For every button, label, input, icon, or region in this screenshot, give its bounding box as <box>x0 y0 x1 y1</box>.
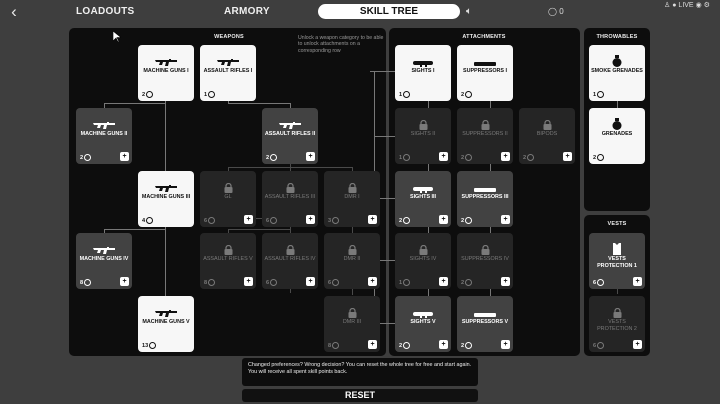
skill-cost <box>461 342 472 349</box>
settings-icon[interactable]: ⚙ <box>703 2 710 9</box>
connector-line <box>228 167 352 168</box>
unlock-hint: Unlock a weapon category to be able to unlock attachments on a corresponding row <box>298 35 384 54</box>
unlock-plus-icon[interactable]: + <box>244 215 253 224</box>
coin-icon <box>403 279 410 286</box>
suppressor-icon <box>457 54 513 64</box>
lock-icon <box>457 242 513 252</box>
unlock-plus-icon[interactable]: + <box>439 340 448 349</box>
skill-node-label: MACHINE GUNS V <box>142 319 190 325</box>
skill-cost <box>80 279 91 286</box>
skill-cost <box>399 217 410 224</box>
skill-cost <box>461 154 472 161</box>
reset-button[interactable]: RESET <box>242 389 478 402</box>
live-label: LIVE <box>678 2 694 9</box>
skill-cost-value: 2 <box>461 279 465 286</box>
coin-icon <box>597 342 604 349</box>
skill-node-label: DMR II <box>343 256 361 262</box>
skill-node-dmr3[interactable] <box>324 296 380 352</box>
coin-icon <box>403 154 410 161</box>
coin-icon <box>84 279 91 286</box>
coin-icon <box>270 217 277 224</box>
skill-cost-value: 4 <box>142 217 146 224</box>
unlock-plus-icon[interactable]: + <box>439 215 448 224</box>
skill-cost-value: 2 <box>593 154 597 161</box>
scope-icon <box>395 54 451 64</box>
skill-cost-value: 6 <box>593 279 597 286</box>
coin-icon <box>149 342 156 349</box>
coin-icon <box>597 279 604 286</box>
rifle-icon <box>138 180 194 190</box>
unlock-plus-icon[interactable]: + <box>368 215 377 224</box>
coin-icon <box>465 154 472 161</box>
skill-cost <box>593 279 604 286</box>
skill-node-label: GL <box>224 194 232 200</box>
skill-node-supp2[interactable] <box>457 108 513 164</box>
unlock-plus-icon[interactable]: + <box>368 340 377 349</box>
unlock-plus-icon[interactable]: + <box>563 152 572 161</box>
lock-icon <box>324 242 380 252</box>
connector-line <box>428 164 429 171</box>
connector-line <box>374 136 395 137</box>
skill-node-mg2[interactable] <box>76 108 132 164</box>
skill-node-label: BIPODS <box>536 131 558 137</box>
attachments-title: ATTACHMENTS <box>462 34 506 40</box>
lock-icon <box>200 242 256 252</box>
coin-icon <box>527 154 534 161</box>
skill-cost <box>461 217 472 224</box>
unlock-plus-icon[interactable]: + <box>244 277 253 286</box>
skill-node-grenades[interactable] <box>589 108 645 164</box>
rifle-icon <box>200 54 256 64</box>
skill-cost-value: 1 <box>593 91 597 98</box>
suppressor-icon <box>457 180 513 190</box>
skill-cost-value: 6 <box>266 217 270 224</box>
skill-node-label: ASSAULT RIFLES III <box>264 194 316 200</box>
skill-cost-value: 2 <box>523 154 527 161</box>
coin-icon <box>208 279 215 286</box>
coin-icon <box>208 217 215 224</box>
skill-node-mg5[interactable] <box>138 296 194 352</box>
skill-node-supp3[interactable] <box>457 171 513 227</box>
controller-icon: ◉ <box>695 2 702 9</box>
coin-icon <box>465 342 472 349</box>
coin-icon <box>332 279 339 286</box>
unlock-plus-icon[interactable]: + <box>501 215 510 224</box>
skill-cost <box>399 154 410 161</box>
skill-node-label: SIGHTS II <box>410 131 436 137</box>
coin-icon <box>332 217 339 224</box>
skill-node-vests1[interactable] <box>589 233 645 289</box>
unlock-plus-icon[interactable]: + <box>306 277 315 286</box>
lock-icon <box>395 242 451 252</box>
skill-cost <box>461 91 472 98</box>
skill-cost <box>204 217 215 224</box>
unlock-plus-icon[interactable]: + <box>368 277 377 286</box>
skill-cost <box>142 342 156 349</box>
skill-cost-value: 2 <box>399 217 403 224</box>
skill-cost <box>142 217 153 224</box>
skill-node-ar1[interactable] <box>200 45 256 101</box>
unlock-plus-icon[interactable]: + <box>439 277 448 286</box>
skill-node-mg3[interactable] <box>138 171 194 227</box>
skill-cost <box>593 91 604 98</box>
skill-cost-value: 1 <box>399 279 403 286</box>
connector-line <box>228 229 291 230</box>
skill-cost-value: 2 <box>461 91 465 98</box>
unlock-plus-icon[interactable]: + <box>501 152 510 161</box>
coin-icon <box>597 154 604 161</box>
unlock-plus-icon[interactable]: + <box>306 215 315 224</box>
skill-node-label: SIGHTS III <box>409 194 437 200</box>
skill-cost-value: 1 <box>204 91 208 98</box>
coin-icon <box>84 154 91 161</box>
rifle-icon <box>76 117 132 127</box>
skill-node-label: DMR I <box>344 194 360 200</box>
skill-node-label: VESTS PROTECTION 2 <box>597 319 637 332</box>
skill-node-label: SUPPRESSORS III <box>461 194 509 200</box>
coin-icon: ◯ <box>548 7 557 16</box>
skill-node-ar5[interactable] <box>200 233 256 289</box>
scope-icon <box>395 180 451 190</box>
skill-node-ar2[interactable] <box>262 108 318 164</box>
skill-cost <box>328 217 339 224</box>
connector-line <box>104 103 165 104</box>
skill-node-supp5[interactable] <box>457 296 513 352</box>
weapons-title: WEAPONS <box>214 34 244 40</box>
lock-icon <box>519 117 575 127</box>
skill-cost-value: 1 <box>399 154 403 161</box>
connector-line <box>428 101 429 108</box>
skill-node-vests2[interactable] <box>589 296 645 352</box>
coin-icon <box>403 342 410 349</box>
skill-cost <box>523 154 534 161</box>
skill-cost-value: 2 <box>461 217 465 224</box>
skill-cost <box>399 342 410 349</box>
reset-info-text: Changed preferences? Wrong decision? You can reset the whole tree for free and start again. You will receive all spent skill points back. <box>242 358 478 386</box>
skill-node-dmr1[interactable] <box>324 171 380 227</box>
skill-cost <box>593 342 604 349</box>
coin-icon <box>270 154 277 161</box>
skill-node-label: VESTS PROTECTION 1 <box>597 256 637 269</box>
unlock-plus-icon[interactable]: + <box>501 277 510 286</box>
skill-node-sights5[interactable] <box>395 296 451 352</box>
skill-cost <box>142 91 153 98</box>
skill-cost-value: 2 <box>461 154 465 161</box>
skill-node-label: SMOKE GRENADES <box>591 68 643 74</box>
skill-cost <box>204 279 215 286</box>
skill-cost-value: 8 <box>204 279 208 286</box>
skill-cost <box>80 154 91 161</box>
tab-armory[interactable]: ARMORY <box>224 6 270 17</box>
coin-icon <box>270 279 277 286</box>
skill-cost-value: 13 <box>142 342 149 349</box>
skill-node-label: ASSAULT RIFLES I <box>203 68 253 74</box>
skill-node-sights1[interactable] <box>395 45 451 101</box>
unlock-plus-icon[interactable]: + <box>501 340 510 349</box>
unlock-plus-icon[interactable]: + <box>120 152 129 161</box>
throwables-title: THROWABLES <box>596 34 638 40</box>
coin-icon <box>146 91 153 98</box>
lock-icon <box>395 117 451 127</box>
lock-icon <box>262 242 318 252</box>
rifle-icon <box>138 54 194 64</box>
vest-icon <box>589 242 645 252</box>
person-icon: ♙ <box>664 2 671 9</box>
skill-cost-value: 8 <box>80 279 84 286</box>
coin-icon <box>403 217 410 224</box>
skill-cost-value: 8 <box>328 342 332 349</box>
skill-node-sights2[interactable] <box>395 108 451 164</box>
speaker-icon[interactable]: 🔈︎ <box>466 6 472 17</box>
skill-node-label: MACHINE GUNS IV <box>79 256 129 262</box>
connector-line <box>228 103 291 104</box>
skill-node-label: SUPPRESSORS II <box>462 131 508 137</box>
skill-node-label: SIGHTS IV <box>409 256 437 262</box>
skill-node-gl[interactable] <box>200 171 256 227</box>
tab-skill-tree[interactable]: SKILL TREE <box>318 4 460 19</box>
lock-icon <box>589 305 645 315</box>
skill-cost-value: 6 <box>328 279 332 286</box>
skill-node-ar3[interactable] <box>262 171 318 227</box>
skill-node-label: MACHINE GUNS I <box>143 68 189 74</box>
grenade-icon <box>589 117 645 127</box>
grenade-icon <box>589 54 645 64</box>
skill-node-label: GRENADES <box>601 131 633 137</box>
skill-node-label: MACHINE GUNS III <box>141 194 191 200</box>
unlock-plus-icon[interactable]: + <box>306 152 315 161</box>
skill-node-label: ASSAULT RIFLES II <box>264 131 316 137</box>
rifle-icon <box>76 242 132 252</box>
skill-cost-value: 6 <box>204 217 208 224</box>
skill-node-label: SIGHTS I <box>411 68 435 74</box>
skill-cost <box>328 279 339 286</box>
coin-icon <box>465 217 472 224</box>
skill-cost <box>266 154 277 161</box>
unlock-plus-icon[interactable]: + <box>120 277 129 286</box>
rifle-icon <box>138 305 194 315</box>
skill-node-dmr2[interactable] <box>324 233 380 289</box>
skill-cost <box>266 279 277 286</box>
skill-cost <box>266 217 277 224</box>
skill-node-sights4[interactable] <box>395 233 451 289</box>
skill-node-mg1[interactable] <box>138 45 194 101</box>
skill-node-smoke[interactable] <box>589 45 645 101</box>
skill-node-label: SUPPRESSORS V <box>461 319 509 325</box>
skill-node-label: SUPPRESSORS IV <box>461 256 509 262</box>
connector-line <box>617 101 618 108</box>
skill-cost <box>204 91 215 98</box>
skill-node-bipods[interactable] <box>519 108 575 164</box>
skill-cost-value: 2 <box>266 154 270 161</box>
connector-line <box>490 164 491 171</box>
lock-icon <box>324 180 380 190</box>
tab-loadouts[interactable]: LOADOUTS <box>76 6 135 17</box>
lock-icon <box>324 305 380 315</box>
coin-icon <box>403 91 410 98</box>
connector-line <box>490 101 491 108</box>
mouse-cursor-icon <box>113 31 121 43</box>
skill-node-label: SIGHTS V <box>410 319 436 325</box>
skill-cost-value: 2 <box>461 342 465 349</box>
skill-cost <box>461 279 472 286</box>
unlock-plus-icon[interactable]: + <box>439 152 448 161</box>
skill-node-label: ASSAULT RIFLES V <box>203 256 253 262</box>
coin-icon <box>208 91 215 98</box>
vests-title: VESTS <box>607 221 627 227</box>
suppressor-icon <box>457 305 513 315</box>
lock-icon <box>262 180 318 190</box>
coin-icon <box>465 91 472 98</box>
scope-icon <box>395 305 451 315</box>
skill-node-label: SUPPRESSORS I <box>462 68 508 74</box>
skill-cost-value: 1 <box>399 91 403 98</box>
skill-node-supp4[interactable] <box>457 233 513 289</box>
skill-points <box>548 7 564 16</box>
skill-node-label: ASSAULT RIFLES IV <box>264 256 316 262</box>
back-chevron-icon[interactable]: ‹ <box>11 2 17 21</box>
skill-cost-value: 2 <box>399 342 403 349</box>
skill-cost <box>328 342 339 349</box>
connector-line <box>104 229 165 230</box>
unlock-plus-icon[interactable]: + <box>633 277 642 286</box>
lock-icon <box>457 117 513 127</box>
status-bar <box>664 1 710 9</box>
skill-node-ar4[interactable] <box>262 233 318 289</box>
coin-icon <box>597 91 604 98</box>
skill-cost-value: 6 <box>593 342 597 349</box>
skill-cost-value: 6 <box>266 279 270 286</box>
rifle-icon <box>262 117 318 127</box>
skill-cost <box>399 91 410 98</box>
skill-node-label: MACHINE GUNS II <box>80 131 128 137</box>
coin-icon <box>332 342 339 349</box>
skill-cost-value: 2 <box>80 154 84 161</box>
skill-cost <box>399 279 410 286</box>
skill-cost <box>593 154 604 161</box>
skill-cost-value: 2 <box>142 91 146 98</box>
coin-icon <box>146 217 153 224</box>
connector-line <box>428 289 429 296</box>
connector-line <box>490 289 491 296</box>
coin-icon <box>465 279 472 286</box>
skill-points-value: 0 <box>559 7 564 16</box>
live-dot-icon: ● <box>672 2 677 9</box>
skill-node-supp1[interactable] <box>457 45 513 101</box>
skill-node-mg4[interactable] <box>76 233 132 289</box>
skill-node-sights3[interactable] <box>395 171 451 227</box>
unlock-plus-icon[interactable]: + <box>633 340 642 349</box>
skill-cost-value: 3 <box>328 217 332 224</box>
skill-node-label: DMR III <box>342 319 362 325</box>
lock-icon <box>200 180 256 190</box>
